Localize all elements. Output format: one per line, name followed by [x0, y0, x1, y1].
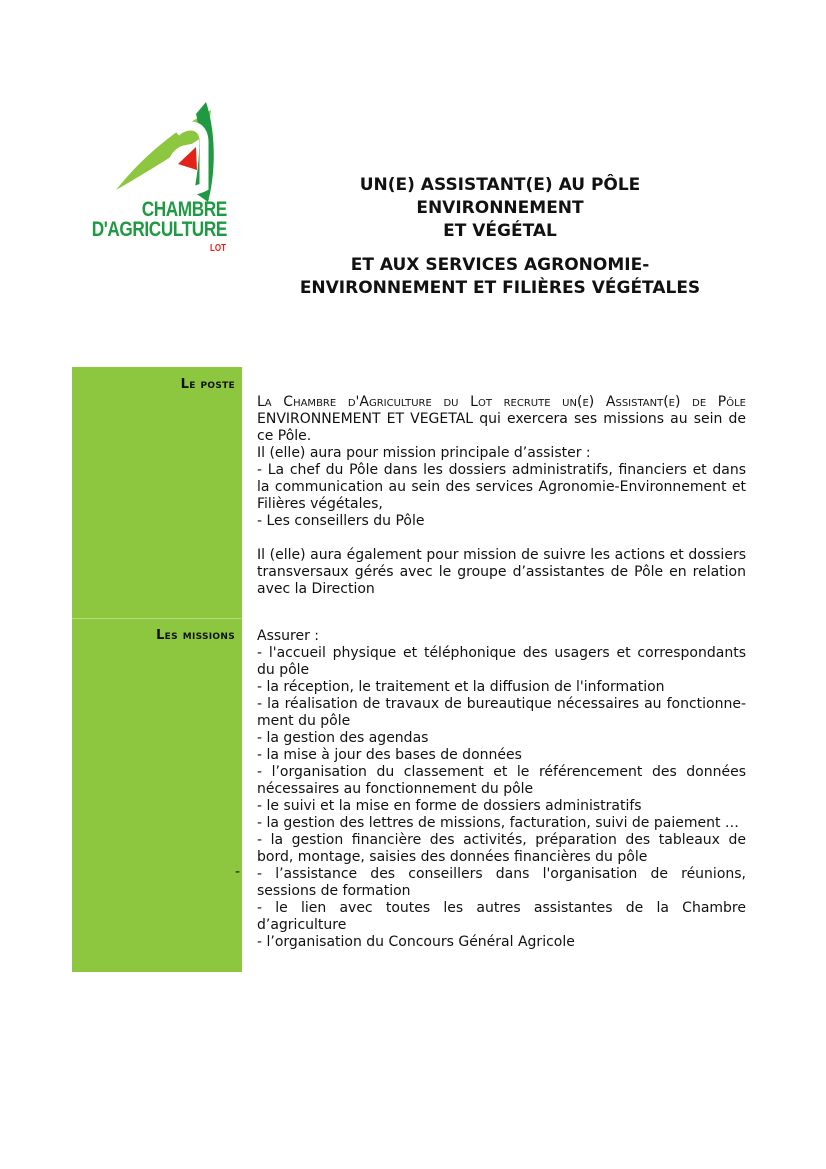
- title-line: ENVIRONNEMENT: [416, 198, 584, 218]
- mission-item: - la gestion des lettres de missions, facturation, suivi de paiement …: [257, 815, 739, 831]
- mission-item: - la réalisation de travaux de bureautique nécessaires au fonctionne-ment du pôle: [257, 696, 746, 729]
- poste-intro-rest: ENVIRONNEMENT ET VEGETAL qui exercera ses missions au sein de ce Pôle.: [257, 411, 746, 444]
- poste-closing: Il (elle) aura également pour mission de suivre les actions et dossiers transversaux gérés avec le groupe d’assistantes de Pôle en relation avec la Direction: [257, 547, 746, 597]
- mission-item: - l’organisation du Concours Général Agricole: [257, 934, 575, 950]
- poste-paragraph: - La chef du Pôle dans les dossiers administratifs, financiers et dans la communication au sein des services Agronomie-Environnement et Filières végétales,: [257, 462, 746, 512]
- section-label-column: [72, 367, 242, 972]
- subtitle-line: ET AUX SERVICES AGRONOMIE-: [350, 255, 650, 275]
- poste-intro-smallcaps: La Chambre d'Agriculture du Lot recrute un(e) Assistant(e) de Pôle: [257, 394, 746, 410]
- mission-item: - la réception, le traitement et la diffusion de l'information: [257, 679, 665, 695]
- mission-item: - la gestion financière des activités, préparation des tableaux de bord, montage, saisies des données financières du pôle: [257, 832, 746, 865]
- section-divider: [72, 618, 242, 619]
- missions-intro: Assurer :: [257, 628, 320, 644]
- section-label-poste: Le poste: [180, 377, 235, 392]
- mission-item: - le lien avec toutes les autres assistantes de la Chambre d’agriculture: [257, 900, 746, 933]
- mission-item: - l’assistance des conseillers dans l'organisation de réunions, sessions de formation: [257, 866, 746, 899]
- poste-paragraph: - Les conseillers du Pôle: [257, 513, 425, 529]
- logo-text-chambre: CHAMBRE: [141, 198, 227, 221]
- section-missions-content: [257, 628, 746, 951]
- title-line: UN(E) ASSISTANT(E) AU PÔLE: [359, 175, 641, 195]
- poste-paragraph: Il (elle) aura pour mission principale d’assister :: [257, 445, 591, 461]
- chambre-agriculture-logo: [76, 92, 241, 267]
- title-line: ET VÉGÉTAL: [443, 221, 557, 241]
- subtitle-line: ENVIRONNEMENT ET FILIÈRES VÉGÉTALES: [299, 278, 701, 298]
- logo-text-agriculture: D'AGRICULTURE: [91, 218, 227, 241]
- mission-item: - l’organisation du classement et le référencement des données nécessaires au fonctionnement du pôle: [257, 764, 746, 797]
- section-poste-content: [257, 394, 746, 598]
- mission-item: - la mise à jour des bases de données: [257, 747, 522, 763]
- mission-item: - la gestion des agendas: [257, 730, 429, 746]
- logo-text-lot: LOT: [210, 243, 226, 254]
- section-label-missions: Les missions: [156, 628, 235, 643]
- mission-item: - le suivi et la mise en forme de dossiers administratifs: [257, 798, 642, 814]
- mission-item: - l'accueil physique et téléphonique des usagers et correspondants du pôle: [257, 645, 746, 678]
- page-title: [255, 174, 745, 243]
- logo-emblem-icon: [76, 92, 241, 202]
- poste-intro: [257, 394, 746, 445]
- stray-dash: -: [235, 864, 241, 880]
- page-subtitle: [250, 254, 750, 300]
